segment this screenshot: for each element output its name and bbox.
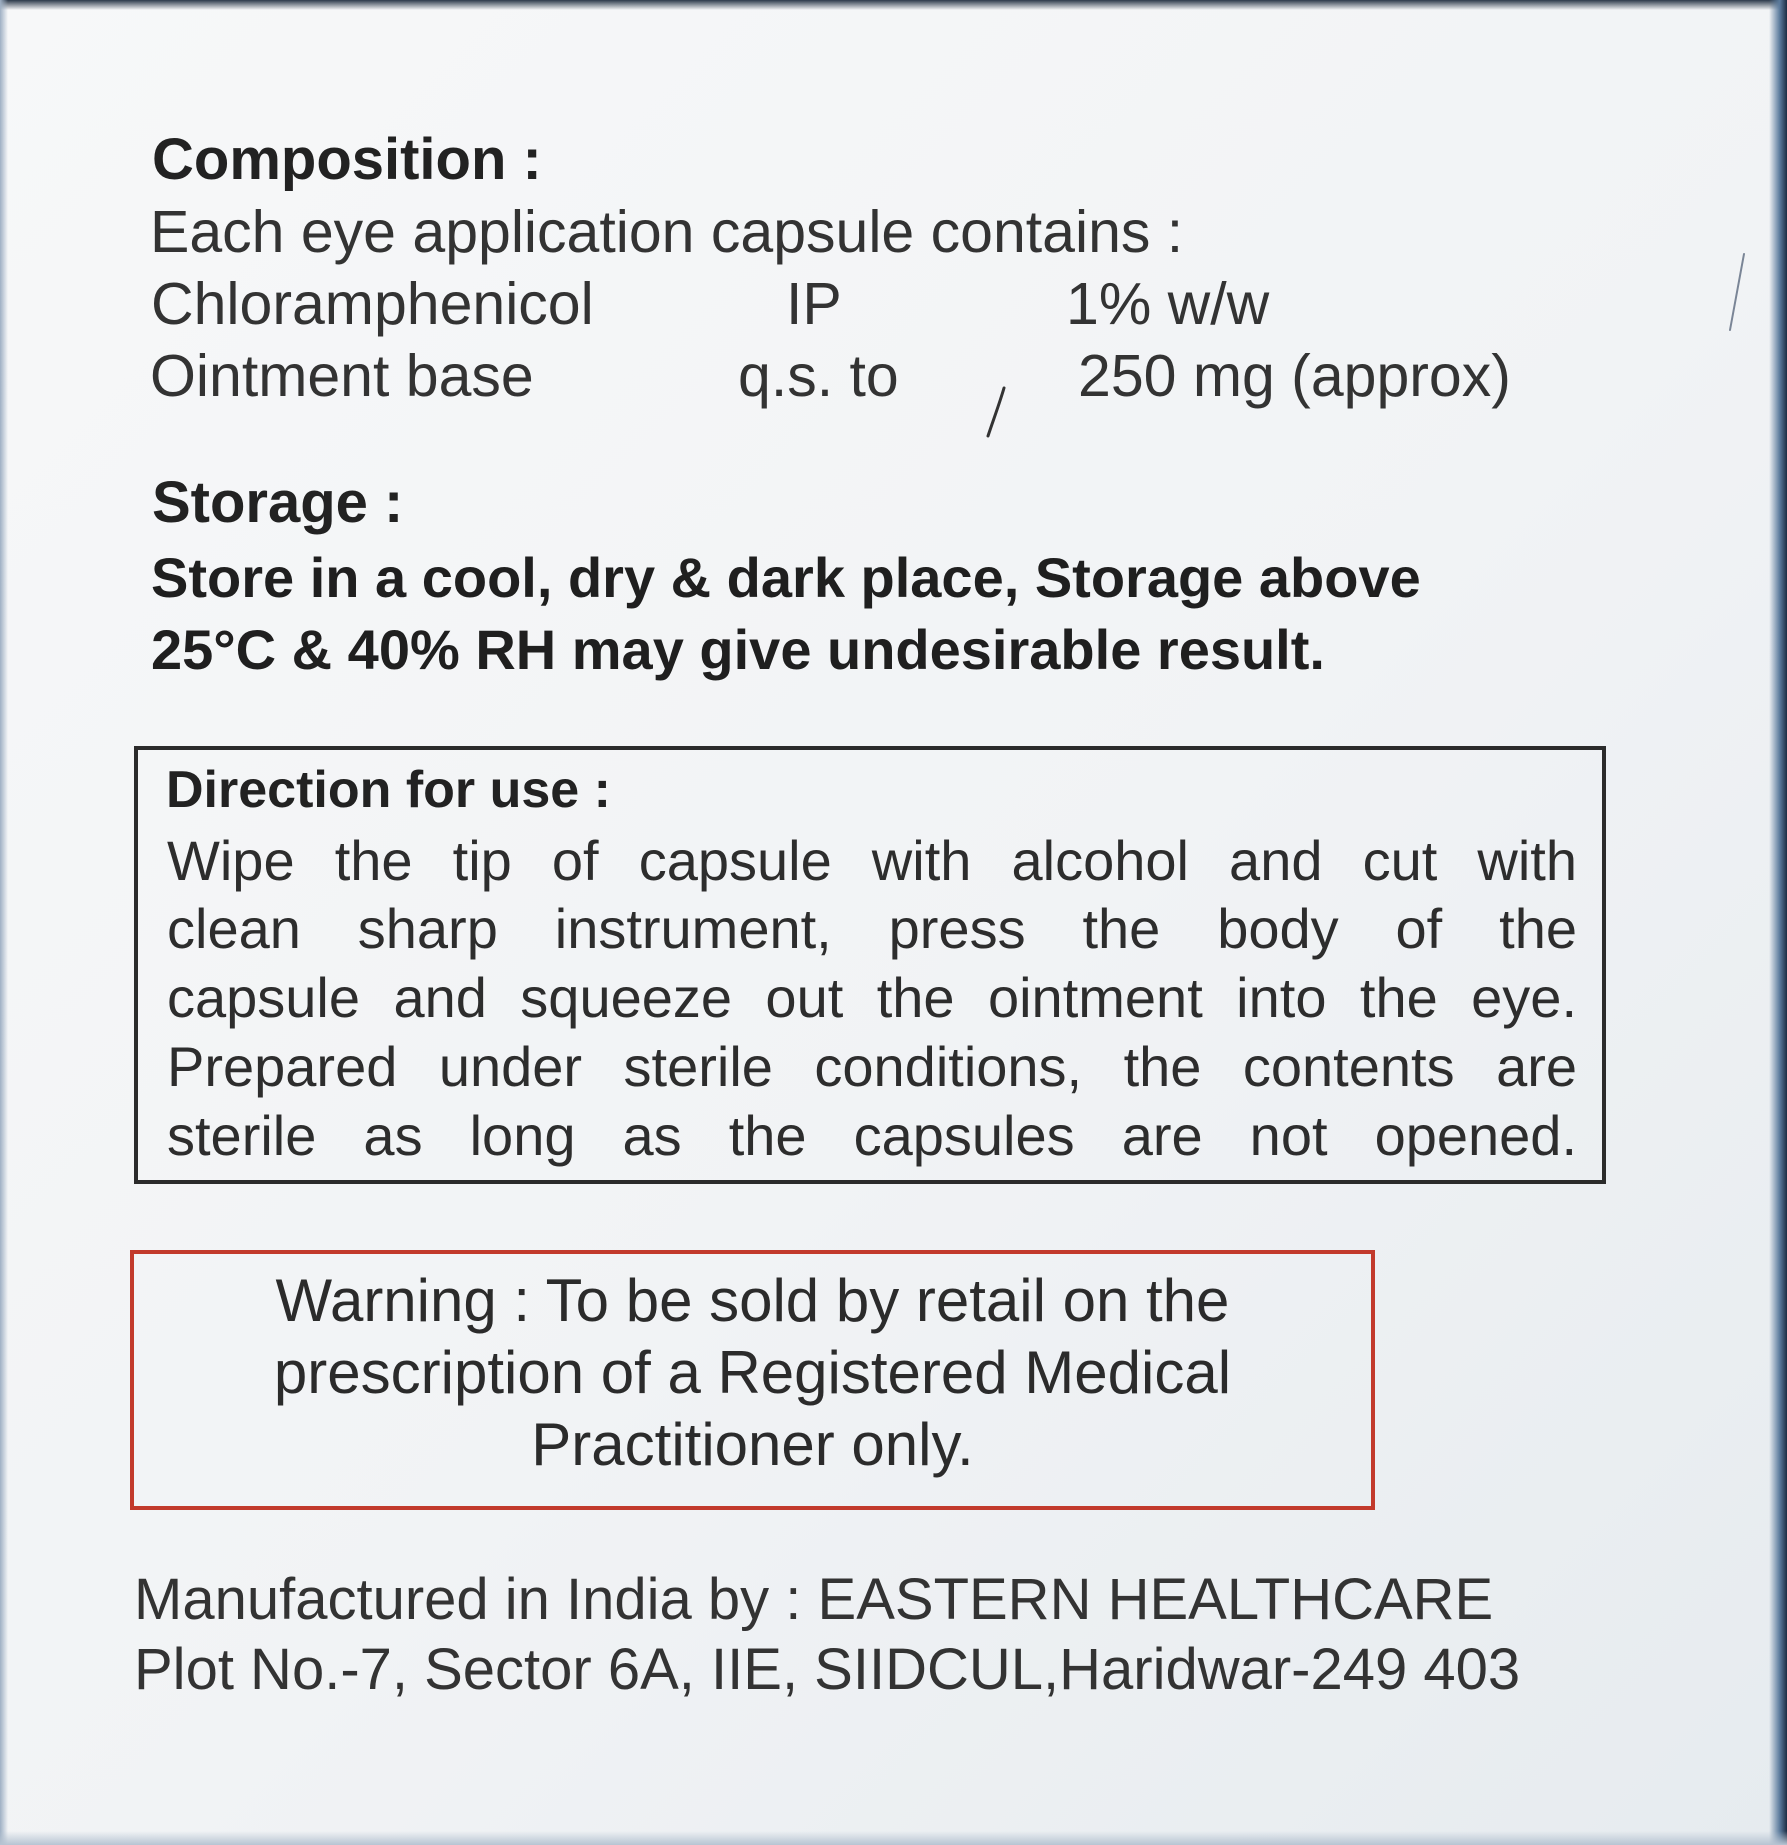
directions-text: Prepared under sterile conditions, the contents are	[167, 1035, 1577, 1098]
warning-text: prescription of a Registered Medical	[273, 1339, 1232, 1406]
ingredient-amount: 1% w/w	[1066, 271, 1270, 337]
storage-text: Store in a cool, dry & dark place, Storage above	[151, 546, 1421, 609]
directions-text: capsule and squeeze out the ointment into the eye.	[167, 966, 1577, 1029]
stray-mark-icon	[1720, 250, 1750, 340]
ingredient-spec: q.s. to	[738, 343, 899, 409]
pen-mark-icon	[980, 384, 1020, 444]
warning-text: Practitioner only.	[531, 1411, 974, 1478]
carton-right-edge	[1769, 0, 1787, 1845]
ingredient-amount: 250 mg (approx)	[1078, 343, 1511, 409]
storage-text: 25°C & 40% RH may give undesirable result.	[151, 618, 1325, 681]
carton-left-edge	[0, 0, 8, 1845]
ingredient-name: Ointment base	[150, 343, 534, 409]
ingredient-name: Chloramphenicol	[151, 271, 594, 337]
storage-heading: Storage :	[152, 470, 404, 535]
directions-heading: Direction for use :	[166, 761, 611, 819]
manufacturer-address: Plot No.-7, Sector 6A, IIE, SIIDCUL,Haridwar-249 403	[134, 1637, 1521, 1702]
directions-text: Wipe the tip of capsule with alcohol and cut with	[167, 829, 1577, 892]
carton-top-edge	[0, 0, 1787, 10]
carton-bottom-edge	[0, 1831, 1787, 1845]
composition-intro: Each eye application capsule contains :	[150, 199, 1184, 265]
directions-text: clean sharp instrument, press the body of the	[167, 897, 1577, 960]
composition-heading: Composition :	[152, 127, 542, 192]
manufacturer-name: Manufactured in India by : EASTERN HEALTHCARE	[134, 1567, 1494, 1632]
ingredient-spec: IP	[786, 271, 842, 337]
directions-text: sterile as long as the capsules are not opened.	[167, 1104, 1577, 1167]
warning-text: Warning : To be sold by retail on the	[275, 1267, 1230, 1334]
